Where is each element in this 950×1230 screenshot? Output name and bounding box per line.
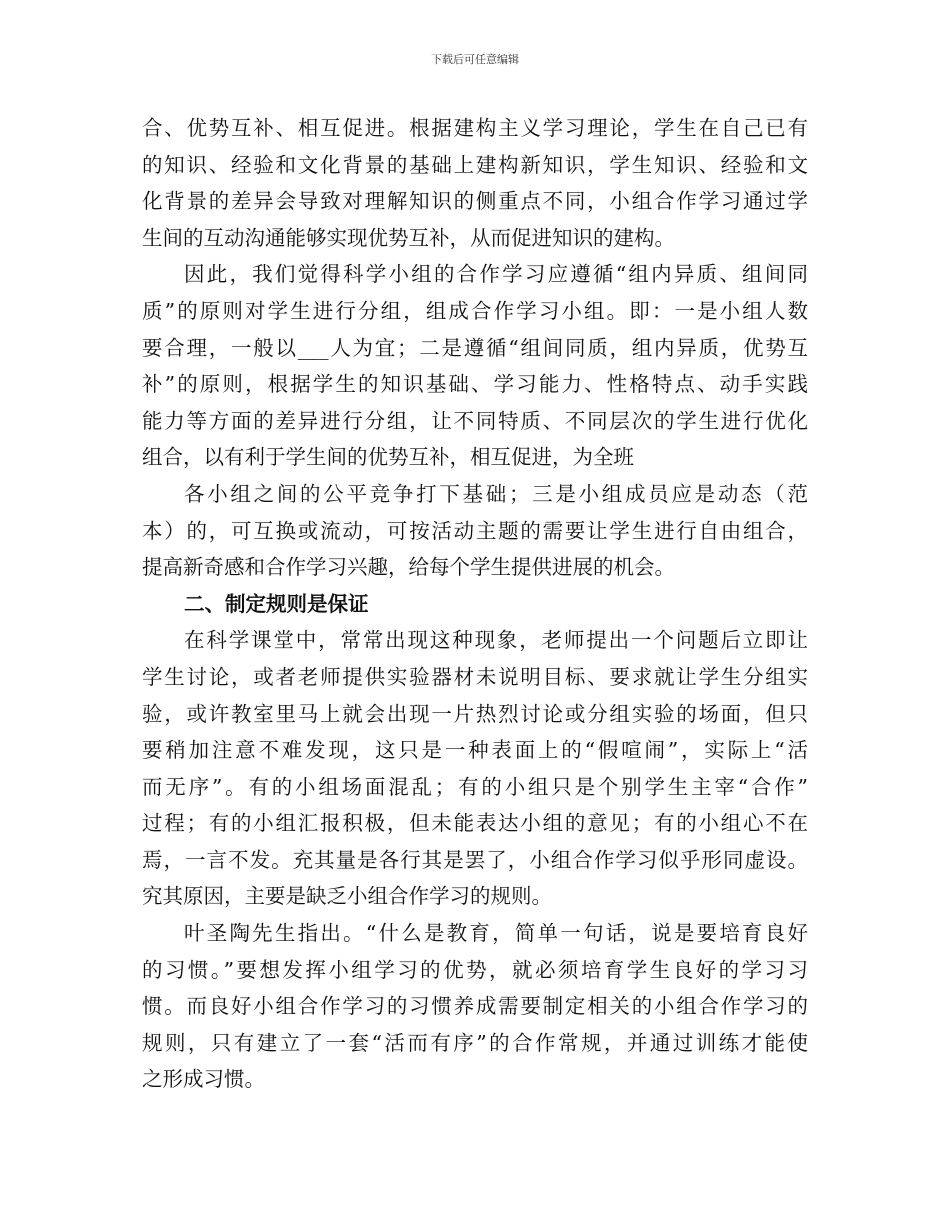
text-line: 的习惯。”要想发挥小组学习的优势，就必须培育学生良好的学习习 [142, 957, 808, 982]
section-heading: 二、制定规则是保证 [184, 591, 369, 616]
text-line: 组合，以有利于学生间的优势互补，相互促进，为全班 [142, 445, 634, 470]
text-line: 叶圣陶先生指出。“什么是教育，简单一句话，说是要培育良好 [184, 921, 808, 946]
text-line: 焉，一言不发。充其量是各行其是罢了，小组合作学习似乎形同虚设。 [142, 847, 808, 872]
text-line: 的知识、经验和文化背景的基础上建构新知识，学生知识、经验和文 [142, 152, 808, 177]
text-line: 因此，我们觉得科学小组的合作学习应遵循“组内异质、组间同 [184, 262, 808, 287]
document-body [142, 110, 808, 1098]
text-line: 生间的互动沟通能够实现优势互补，从而促进知识的建构。 [142, 225, 675, 250]
text-line: 究其原因，主要是缺乏小组合作学习的规则。 [142, 884, 552, 909]
text-line: 学生讨论，或者老师提供实验器材未说明目标、要求就让学生分组实 [142, 664, 808, 689]
text-line: 质”的原则对学生进行分组，组成合作学习小组。即：一是小组人数 [142, 298, 808, 323]
text-line: 而无序”。有的小组场面混乱；有的小组只是个别学生主宰“合作” [142, 774, 808, 799]
text-line: 规则，只有建立了一套“活而有序”的合作常规，并通过训练才能使 [142, 1030, 808, 1055]
text-line: 惯。而良好小组合作学习的习惯养成需要制定相关的小组合作学习的 [142, 994, 808, 1019]
text-line: 能力等方面的差异进行分组，让不同特质、不同层次的学生进行优化 [142, 408, 808, 433]
page-header: 下载后可任意编辑 [431, 53, 519, 66]
text-line: 补”的原则，根据学生的知识基础、学习能力、性格特点、动手实践 [142, 372, 808, 397]
text-line: 各小组之间的公平竞争打下基础；三是小组成员应是动态（范 [184, 481, 808, 506]
text-line: 要合理，一般以___人为宜；二是遵循“组间同质，组内异质，优势互 [142, 335, 808, 360]
text-line: 提高新奇感和合作学习兴趣，给每个学生提供进展的机会。 [142, 555, 675, 580]
text-line: 之形成习惯。 [142, 1067, 265, 1092]
text-line: 化背景的差异会导致对理解知识的侧重点不同，小组合作学习通过学 [142, 189, 808, 214]
text-line: 过程；有的小组汇报积极，但未能表达小组的意见；有的小组心不在 [142, 811, 808, 836]
text-line: 合、优势互补、相互促进。根据建构主义学习理论，学生在自己已有 [142, 116, 808, 140]
text-line: 验，或许教室里马上就会出现一片热烈讨论或分组实验的场面，但只 [142, 701, 808, 726]
text-line: 在科学课堂中，常常出现这种现象，老师提出一个问题后立即让 [184, 628, 808, 653]
text-line: 本）的，可互换或流动，可按活动主题的需要让学生进行自由组合， [142, 518, 808, 543]
text-line: 要稍加注意不难发现，这只是一种表面上的“假喧闹”，实际上“活 [142, 738, 808, 763]
